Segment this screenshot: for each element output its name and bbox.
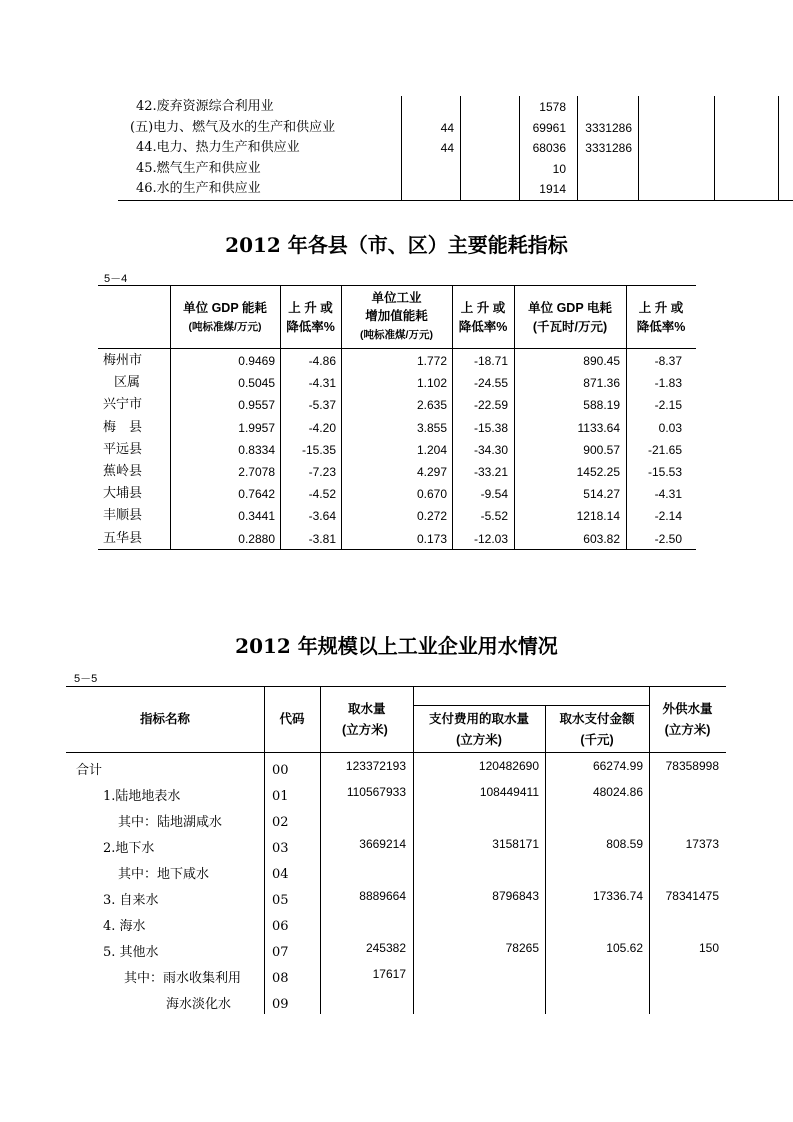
row-name: 45.燃气生产和供应业 <box>136 161 261 176</box>
cell: 3331286 <box>585 141 632 155</box>
cell: -8.37 <box>654 354 682 368</box>
row-name: 丰顺县 <box>103 508 143 523</box>
cell: 1914 <box>539 182 566 196</box>
cell: -15.38 <box>473 421 508 435</box>
cell: -7.23 <box>308 465 336 479</box>
cell: 2.635 <box>416 398 447 412</box>
row-name: (五)电力、燃气及水的生产和供应业 <box>130 120 336 135</box>
cell: 1452.25 <box>576 465 620 479</box>
row-code: 00 <box>272 763 289 778</box>
row-name: 2.地下水 <box>103 841 155 856</box>
col-header: 取水支付金额 <box>559 712 635 726</box>
cell: 3669214 <box>359 837 406 851</box>
col-header-unit: (立方米) <box>664 723 711 737</box>
cell: 44 <box>440 121 454 135</box>
cell: 1133.64 <box>577 421 620 435</box>
cell: 108449411 <box>479 785 539 799</box>
col-header-unit: (吨标准煤/万元) <box>360 329 433 341</box>
cell: 871.36 <box>583 376 620 390</box>
cell: 603.82 <box>583 532 620 546</box>
cell: -2.14 <box>654 509 682 523</box>
row-name: 合计 <box>76 763 103 778</box>
cell: 110567933 <box>346 785 406 799</box>
row-name: 平远县 <box>103 442 143 457</box>
row-code: 05 <box>272 893 289 908</box>
cell: 1578 <box>539 100 566 114</box>
cell: 17336.74 <box>592 889 643 903</box>
cell: 3.855 <box>416 421 447 435</box>
cell: -2.50 <box>654 532 682 546</box>
col-header: 上 升 或 <box>638 301 684 315</box>
col-header: 取水量 <box>348 702 386 716</box>
col-header-unit: (千元) <box>580 733 614 747</box>
cell: 17373 <box>685 837 719 851</box>
cell: -4.86 <box>308 354 336 368</box>
col-header-unit: (千瓦时/万元) <box>532 320 608 334</box>
col-header: 指标名称 <box>139 712 190 726</box>
cell: 0.9469 <box>238 354 275 368</box>
col-header: 上 升 或 <box>460 301 506 315</box>
section-title-water: 2012 年规模以上工业企业用水情况 <box>235 634 558 658</box>
cell: 1.102 <box>416 376 447 390</box>
cell: -5.52 <box>480 509 508 523</box>
cell: -4.31 <box>308 376 336 390</box>
cell: 0.2880 <box>238 532 275 546</box>
cell: 900.57 <box>583 443 620 457</box>
col-header: 增加值能耗 <box>365 309 428 323</box>
col-header: 单位 GDP 能耗 <box>183 301 267 315</box>
cell: 1.772 <box>416 354 447 368</box>
col-header: 单位 GDP 电耗 <box>528 301 612 315</box>
row-name: 海水淡化水 <box>166 997 232 1012</box>
cell: 8796843 <box>492 889 539 903</box>
cell: 8889664 <box>359 889 406 903</box>
cell: -3.81 <box>308 532 336 546</box>
table-tag: 5－5 <box>74 673 98 685</box>
cell: -15.53 <box>647 465 682 479</box>
cell: 890.45 <box>583 354 620 368</box>
cell: -3.64 <box>308 509 336 523</box>
cell: -21.65 <box>647 443 682 457</box>
col-header-unit: (立方米) <box>342 723 388 737</box>
cell: -18.71 <box>473 354 508 368</box>
row-name: 其中：雨水收集利用 <box>124 971 242 986</box>
cell: 1.204 <box>416 443 447 457</box>
col-header: 支付费用的取水量 <box>428 712 529 726</box>
col-header: 单位工业 <box>371 291 422 305</box>
row-name: 梅 县 <box>103 420 143 435</box>
col-header-unit: 降低率% <box>286 320 335 334</box>
col-header-unit: (立方米) <box>456 733 502 747</box>
cell: 78341475 <box>665 889 719 903</box>
cell: 514.27 <box>583 487 620 501</box>
cell: 0.173 <box>416 532 447 546</box>
table-tag: 5－4 <box>104 273 128 285</box>
cell: 0.9557 <box>238 398 275 412</box>
cell: 78358998 <box>665 759 719 773</box>
cell: 1218.14 <box>576 509 620 523</box>
row-name: 大埔县 <box>103 486 143 501</box>
row-name: 3. 自来水 <box>103 893 159 908</box>
cell: 150 <box>698 941 719 955</box>
cell: 0.7642 <box>238 487 275 501</box>
row-name: 五华县 <box>103 531 143 546</box>
cell: 66274.99 <box>592 759 643 773</box>
cell: 588.19 <box>583 398 620 412</box>
cell: 105.62 <box>606 941 643 955</box>
cell: -12.03 <box>473 532 508 546</box>
col-header: 上 升 或 <box>288 301 333 315</box>
cell: 48024.86 <box>592 785 643 799</box>
cell: 4.297 <box>416 465 447 479</box>
cell: -33.21 <box>473 465 508 479</box>
cell: -22.59 <box>473 398 508 412</box>
cell: -15.35 <box>301 443 336 457</box>
row-code: 07 <box>272 945 289 960</box>
row-code: 09 <box>272 997 289 1012</box>
row-name: 蕉岭县 <box>103 464 143 479</box>
row-name: 42.废弃资源综合利用业 <box>136 99 274 114</box>
cell: -34.30 <box>473 443 508 457</box>
cell: 0.03 <box>658 421 682 435</box>
row-code: 03 <box>272 841 289 856</box>
cell: 69961 <box>532 121 566 135</box>
cell: 3158171 <box>492 837 539 851</box>
col-header: 外供水量 <box>662 702 713 716</box>
col-header: 代码 <box>279 712 305 726</box>
col-header-unit: 降低率% <box>458 320 508 334</box>
cell: -9.54 <box>480 487 508 501</box>
cell: 245382 <box>365 941 406 955</box>
cell: -2.15 <box>654 398 682 412</box>
cell: 68036 <box>532 141 566 155</box>
cell: 808.59 <box>606 837 643 851</box>
cell: -4.20 <box>308 421 336 435</box>
row-name: 5. 其他水 <box>103 945 159 960</box>
row-code: 01 <box>272 789 289 804</box>
cell: 44 <box>440 141 454 155</box>
cell: 17617 <box>372 967 406 981</box>
cell: -4.52 <box>308 487 336 501</box>
row-code: 06 <box>272 919 289 934</box>
row-name: 44.电力、热力生产和供应业 <box>136 140 300 155</box>
cell: -24.55 <box>473 376 508 390</box>
section-title-energy: 2012 年各县（市、区）主要能耗指标 <box>225 233 568 257</box>
cell: 0.670 <box>416 487 447 501</box>
col-header-unit: (吨标准煤/万元) <box>188 321 262 333</box>
row-name: 1.陆地地表水 <box>103 789 181 804</box>
row-name: 46.水的生产和供应业 <box>136 181 261 196</box>
row-code: 02 <box>272 815 289 830</box>
col-header-unit: 降低率% <box>636 320 686 334</box>
row-code: 04 <box>272 867 289 882</box>
cell: 3331286 <box>585 121 632 135</box>
cell: -4.31 <box>654 487 682 501</box>
cell: 120482690 <box>478 759 539 773</box>
cell: -1.83 <box>654 376 682 390</box>
cell: 123372193 <box>345 759 406 773</box>
row-code: 08 <box>272 971 289 986</box>
row-name: 兴宁市 <box>103 397 143 412</box>
cell: 0.3441 <box>238 509 275 523</box>
cell: 0.5045 <box>238 376 275 390</box>
cell: 1.9957 <box>238 421 275 435</box>
cell: -5.37 <box>308 398 336 412</box>
row-name: 其中：陆地湖咸水 <box>118 815 223 830</box>
cell: 10 <box>552 162 566 176</box>
cell: 78265 <box>505 941 539 955</box>
cell: 0.8334 <box>238 443 275 457</box>
row-name: 梅州市 <box>103 353 143 368</box>
cell: 0.272 <box>416 509 447 523</box>
row-name: 4. 海水 <box>103 919 146 934</box>
cell: 2.7078 <box>238 465 275 479</box>
row-name: 区属 <box>114 375 141 390</box>
row-name: 其中：地下咸水 <box>118 867 210 882</box>
